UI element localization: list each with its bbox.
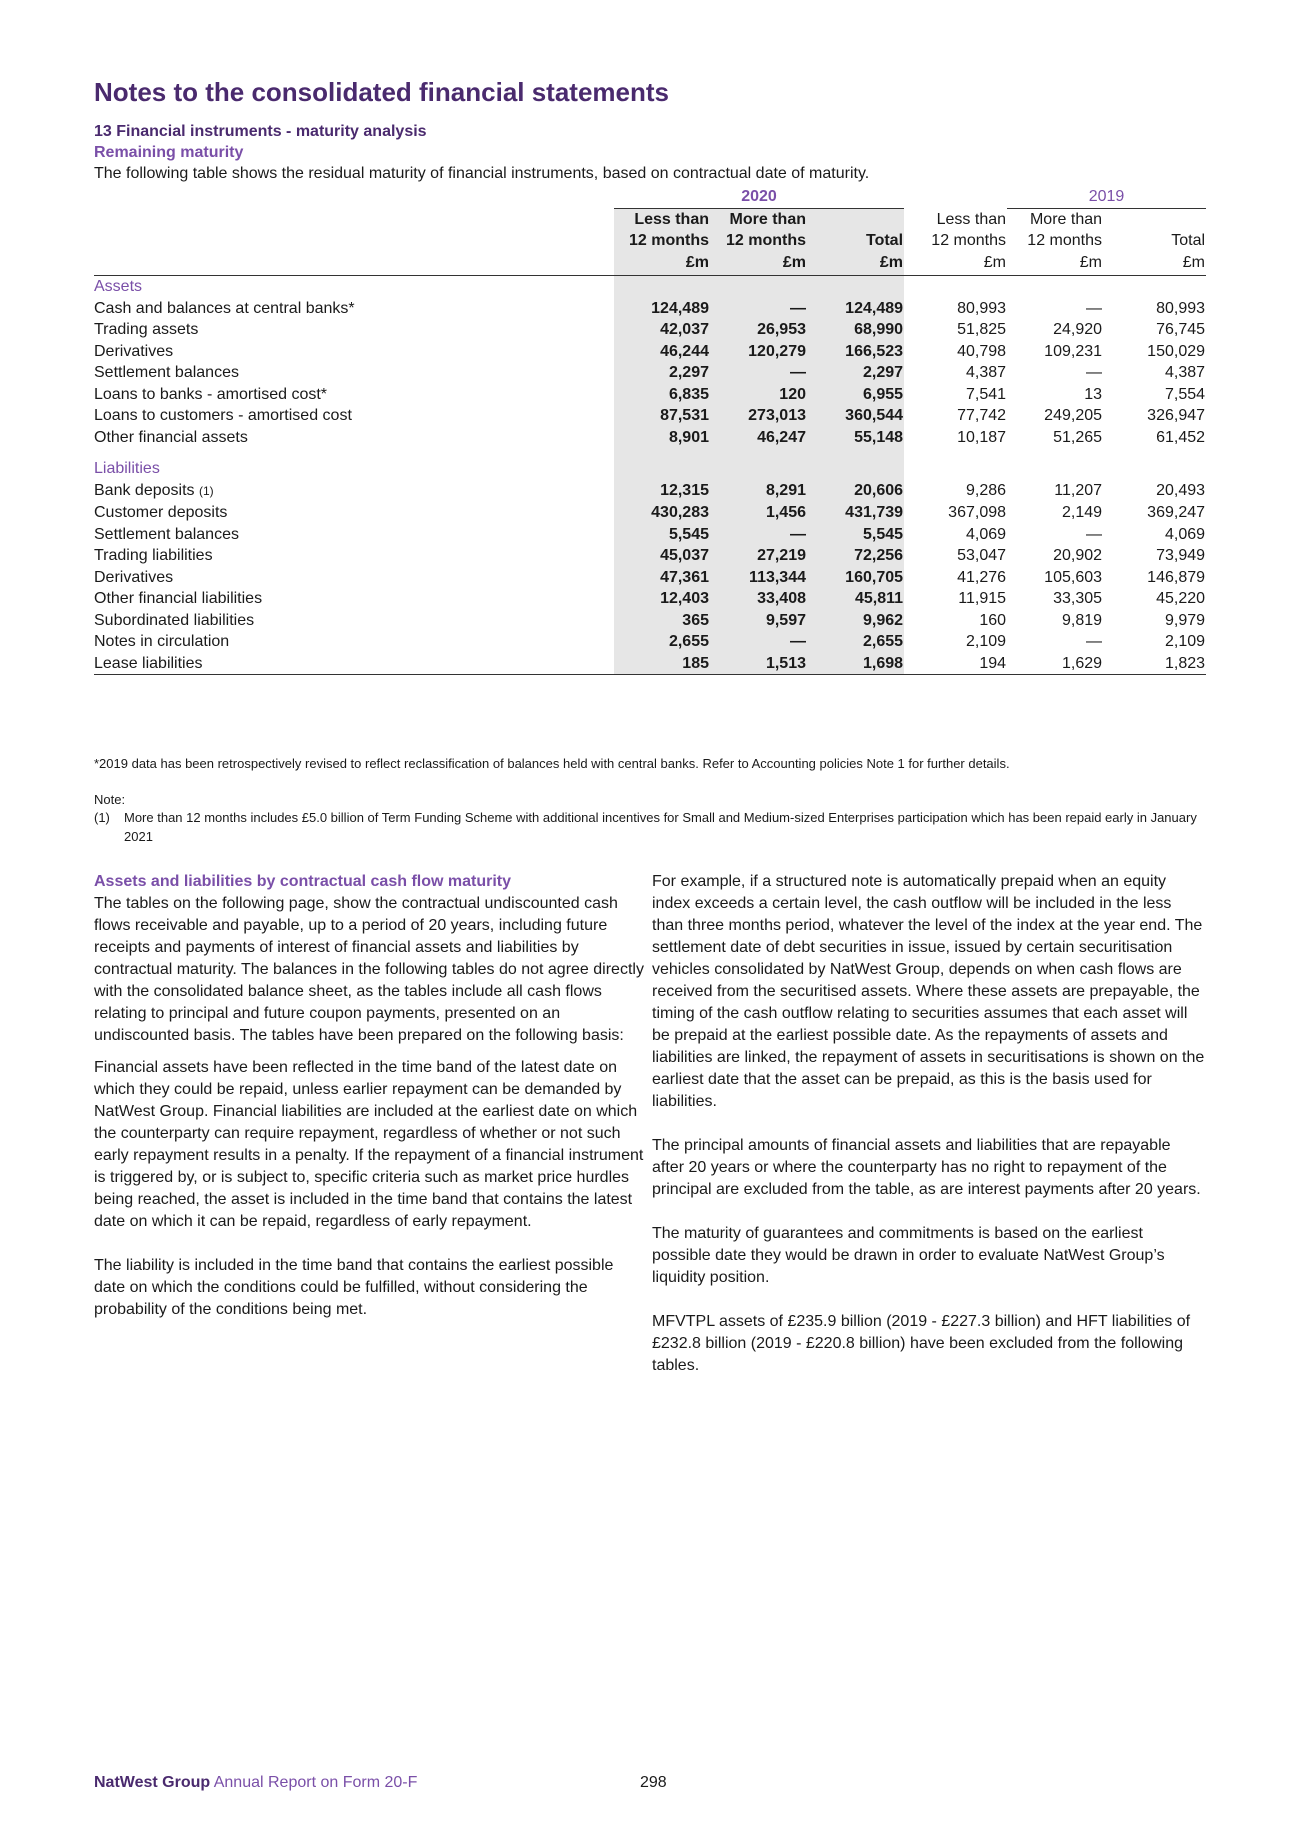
- group-spacer-cell: [807, 276, 904, 298]
- row-label: [94, 405, 614, 427]
- table-cell: 76,745: [1156, 321, 1206, 339]
- table-row: [94, 653, 1206, 675]
- table-cell: 45,811: [807, 588, 904, 610]
- table-cell: 11,915: [958, 590, 1007, 608]
- table-cell: 2,655: [614, 631, 710, 653]
- table-cell: 365: [614, 610, 710, 632]
- table-cell: 113,344: [710, 567, 807, 589]
- row-label-text: Customer deposits: [94, 504, 228, 522]
- table-cell: 5,545: [614, 524, 710, 546]
- table-cell: 120,279: [710, 341, 807, 363]
- row-label: [94, 362, 614, 384]
- subsection-title: Remaining maturity: [94, 143, 244, 161]
- right-paragraph: The maturity of guarantees and commitments is based on the earliest possible date they would be drawn in order to evaluate NatWest Group’s liquidity position.: [652, 1225, 1165, 1287]
- note-number: (1): [94, 810, 110, 826]
- table-cell: 369,247: [1147, 504, 1206, 522]
- table-cell: 166,523: [807, 341, 904, 363]
- table-cell: 33,305: [1053, 590, 1103, 608]
- table-cell: 51,265: [1053, 428, 1103, 446]
- row-label: [94, 524, 614, 546]
- row-label-text: Trading assets: [94, 321, 199, 339]
- table-cell: 12,315: [614, 480, 710, 503]
- row-label-text: Subordinated liabilities: [94, 611, 255, 629]
- table-cell: —: [1086, 364, 1103, 382]
- row-label: [94, 341, 614, 363]
- group-spacer-cell: [904, 448, 1007, 480]
- row-label-text: Other financial liabilities: [94, 590, 263, 608]
- row-label-text: Settlement balances: [94, 364, 239, 382]
- notes-list: [94, 809, 1206, 847]
- year-header-row: [94, 186, 1206, 208]
- row-label: [94, 502, 614, 524]
- footer-brand: NatWest Group: [94, 1774, 211, 1791]
- table-cell: 430,283: [614, 502, 710, 524]
- table-cell: —: [1086, 633, 1103, 651]
- group-label: Liabilities: [94, 460, 160, 478]
- table-row: [94, 567, 1206, 589]
- note-text: More than 12 months includes £5.0 billion of Term Funding Scheme with additional incentives for Small and Medium-sized Enterprises participation which has been repaid early in January 2021: [124, 810, 1197, 845]
- column-header-unit: £m: [1182, 253, 1206, 271]
- row-label: [94, 588, 614, 610]
- table-cell: 194: [904, 653, 1007, 675]
- table-cell: 150,029: [1147, 342, 1206, 360]
- column-header-line1: Less than: [634, 210, 709, 228]
- row-label: [94, 653, 614, 675]
- table-cell: 124,489: [807, 298, 904, 320]
- table-cell: 77,742: [957, 407, 1007, 425]
- table-cell: 360,544: [807, 405, 904, 427]
- table-cell: 1,456: [710, 502, 807, 524]
- table-cell: 13: [1084, 385, 1103, 403]
- left-paragraph: The liability is included in the time band that contains the earliest possible date on which the conditions could be fulfilled, without considering the probability of the conditions being met.: [94, 1257, 614, 1319]
- table-cell: 9,597: [710, 610, 807, 632]
- column-header: [710, 208, 807, 276]
- group-spacer-cell: [1007, 448, 1103, 480]
- table-cell: 7,541: [965, 385, 1007, 403]
- table-cell: 160,705: [807, 567, 904, 589]
- left-column-heading: Assets and liabilities by contractual cash flow maturity: [94, 873, 512, 891]
- page-title: Notes to the consolidated financial statements: [94, 77, 669, 107]
- table-cell: 4,387: [1164, 364, 1206, 382]
- right-paragraph: For example, if a structured note is automatically prepaid when an equity index exceeds a certain level, the cash outflow will be included in the less than three months period, whatever the level of the index at the year end. The settlement date of debt securities in issue, issued by certain securitisation vehicles consolidated by NatWest Group, depends on when cash flows are received from the securitised assets. Where these assets are prepayable, the timing of the cash outflow relating to securities assumes that each asset will be prepaid at the earliest possible date. As the repayments of assets and liabilities are linked, the repayment of assets in securitisations is shown on the earliest date that the asset can be prepaid, as this is the basis used for liabilities.: [652, 873, 1205, 1111]
- column-header-unit: £m: [983, 253, 1007, 271]
- table-cell: 6,955: [807, 384, 904, 406]
- table-cell: 46,244: [614, 341, 710, 363]
- table-row: [94, 362, 1206, 384]
- table-cell: 2,297: [614, 362, 710, 384]
- column-header-line2: 12 months: [725, 232, 806, 250]
- group-spacer-cell: [1103, 448, 1206, 480]
- table-cell: 2,655: [807, 631, 904, 653]
- footer-report: Annual Report on Form 20-F: [213, 1774, 418, 1791]
- column-header-unit: £m: [782, 253, 806, 271]
- table-row: [94, 384, 1206, 406]
- table-cell: 4,069: [1164, 525, 1206, 543]
- table-cell: 47,361: [614, 567, 710, 589]
- row-note-ref: (1): [198, 483, 214, 498]
- table-cell: —: [1086, 525, 1103, 543]
- table-cell: 27,219: [710, 545, 807, 567]
- column-header-line1: Total: [865, 232, 904, 250]
- row-label: [94, 567, 614, 589]
- table-row: [94, 610, 1206, 632]
- row-label-text: Loans to customers - amortised cost: [94, 407, 352, 425]
- table-cell: 80,993: [1156, 299, 1206, 317]
- table-cell: 42,037: [614, 319, 710, 341]
- page-number: 298: [640, 1774, 667, 1791]
- table-cell: —: [1086, 299, 1103, 317]
- table-cell: 26,953: [710, 319, 807, 341]
- table-cell: 5,545: [807, 524, 904, 546]
- group-spacer-cell: [1103, 276, 1206, 298]
- row-label-text: Derivatives: [94, 342, 174, 360]
- table-cell: 68,990: [807, 319, 904, 341]
- row-label-text: Loans to banks - amortised cost*: [94, 385, 328, 403]
- column-header-line2: 12 months: [931, 232, 1007, 250]
- table-cell: 46,247: [710, 427, 807, 449]
- table-cell: 53,047: [957, 547, 1007, 565]
- row-label-text: Settlement balances: [94, 525, 239, 543]
- footnote: *2019 data has been retrospectively revised to reflect reclassification of balances held with central banks. Refer to Accounting policies Note 1 for further details.: [94, 756, 1010, 772]
- column-header-line2: 12 months: [1027, 232, 1103, 250]
- column-header: [1007, 208, 1103, 276]
- row-label: [94, 480, 614, 503]
- table-row: [94, 341, 1206, 363]
- column-header-line1: More than: [1029, 210, 1103, 228]
- left-column: [94, 871, 648, 1387]
- table-cell: 33,408: [710, 588, 807, 610]
- group-spacer-cell: [904, 276, 1007, 298]
- table-cell: 8,291: [710, 480, 807, 503]
- page-footer: [94, 1774, 417, 1792]
- table-cell: 273,013: [710, 405, 807, 427]
- group-spacer-cell: [807, 448, 904, 480]
- section-title: 13 Financial instruments - maturity analysis: [94, 122, 427, 140]
- table-cell: 185: [614, 653, 710, 675]
- table-cell: 1,698: [807, 653, 904, 675]
- table-cell: 124,489: [614, 298, 710, 320]
- row-label-text: Derivatives: [94, 568, 174, 586]
- column-header: [807, 208, 904, 276]
- row-label: [94, 298, 614, 320]
- column-header: [614, 208, 710, 276]
- table-row: [94, 427, 1206, 449]
- table-cell: 1,629: [1007, 653, 1103, 675]
- left-paragraph: Financial assets have been reflected in the time band of the latest date on which they could be repaid, unless earlier repayment can be demanded by NatWest Group. Financial liabilities are included at the earliest date on which the counterparty can require repayment, regardless of whether or not such early repayment results in a penalty. If the repayment of a financial instrument is triggered by, or is subject to, specific criteria such as market price hurdles being reached, the asset is included in the time band that contains the latest date on which it can be repaid, regardless of early repayment.: [94, 1059, 644, 1231]
- right-column: [652, 871, 1206, 1387]
- table-cell: 6,835: [614, 384, 710, 406]
- table-cell: 7,554: [1164, 385, 1206, 403]
- table-cell: 1,513: [710, 653, 807, 675]
- table-row: [94, 545, 1206, 567]
- row-label-text: Notes in circulation: [94, 633, 230, 651]
- column-header: [1103, 208, 1206, 276]
- row-label-text: Other financial assets: [94, 428, 248, 446]
- table-cell: 9,286: [965, 482, 1007, 500]
- table-cell: 1,823: [1103, 653, 1206, 675]
- row-label: [94, 427, 614, 449]
- group-spacer-cell: [710, 276, 807, 298]
- table-cell: 2,297: [807, 362, 904, 384]
- table-cell: —: [710, 631, 807, 653]
- table-cell: 249,205: [1044, 407, 1103, 425]
- table-cell: 11,207: [1054, 482, 1103, 500]
- year-2020-label: 2020: [614, 186, 904, 208]
- column-header-unit: £m: [1079, 253, 1103, 271]
- table-row: [94, 319, 1206, 341]
- table-row: [94, 502, 1206, 524]
- table-cell: 40,798: [957, 342, 1007, 360]
- table-cell: 160: [979, 611, 1007, 629]
- table-cell: 61,452: [1156, 428, 1206, 446]
- group-header-row: [94, 448, 1206, 480]
- table-cell: 9,962: [807, 610, 904, 632]
- table-cell: 20,493: [1156, 482, 1206, 500]
- table-cell: 4,387: [965, 364, 1007, 382]
- table-cell: 146,879: [1147, 568, 1206, 586]
- table-row: [94, 524, 1206, 546]
- table-cell: 105,603: [1044, 568, 1103, 586]
- table-cell: 109,231: [1044, 342, 1103, 360]
- year-2019-label: 2019: [1007, 186, 1206, 208]
- table-cell: 55,148: [807, 427, 904, 449]
- maturity-table-body: [94, 186, 1206, 675]
- table-cell: 45,037: [614, 545, 710, 567]
- intro-text: The following table shows the residual maturity of financial instruments, based on contractual date of maturity.: [94, 165, 870, 183]
- table-cell: 41,276: [957, 568, 1007, 586]
- row-label-text: Trading liabilities: [94, 547, 213, 565]
- column-header-line1: Total: [1171, 232, 1206, 250]
- table-cell: 2,109: [965, 633, 1007, 651]
- row-label: [94, 319, 614, 341]
- table-cell: 2,149: [1061, 504, 1103, 522]
- maturity-table: [94, 186, 1206, 675]
- group-label: Assets: [94, 278, 143, 296]
- column-header-row: [94, 208, 1206, 276]
- row-label-text: Lease liabilities: [94, 654, 203, 672]
- row-label: [94, 384, 614, 406]
- row-label-text: Bank deposits: [94, 481, 195, 499]
- column-header-unit: £m: [879, 253, 904, 271]
- page: [94, 78, 1206, 1387]
- table-cell: 73,949: [1156, 547, 1206, 565]
- table-row: [94, 480, 1206, 503]
- table-row: [94, 631, 1206, 653]
- note-item: [94, 809, 1206, 847]
- table-cell: 9,819: [1061, 611, 1103, 629]
- table-cell: 72,256: [807, 545, 904, 567]
- column-header-unit: £m: [685, 253, 709, 271]
- table-cell: 80,993: [957, 299, 1007, 317]
- note-heading: Note:: [94, 792, 126, 808]
- table-cell: 8,901: [614, 427, 710, 449]
- group-header-row: [94, 276, 1206, 298]
- table-cell: 45,220: [1156, 590, 1206, 608]
- row-label-text: Cash and balances at central banks*: [94, 299, 355, 317]
- group-spacer-cell: [614, 276, 710, 298]
- table-cell: 120: [710, 384, 807, 406]
- table-cell: 431,739: [807, 502, 904, 524]
- table-cell: —: [710, 362, 807, 384]
- column-header-line1: Less than: [936, 210, 1007, 228]
- column-header-line2: 12 months: [628, 232, 709, 250]
- group-spacer-cell: [710, 448, 807, 480]
- row-label: [94, 631, 614, 653]
- table-row: [94, 588, 1206, 610]
- group-spacer-cell: [1007, 276, 1103, 298]
- table-cell: 20,606: [807, 480, 904, 503]
- table-cell: 87,531: [614, 405, 710, 427]
- group-spacer-cell: [614, 448, 710, 480]
- left-paragraph: The tables on the following page, show the contractual undiscounted cash flows receivable and payable, up to a period of 20 years, including future receipts and payments of interest of financial assets and liabilities by contractual maturity. The balances in the following tables do not agree directly with the consolidated balance sheet, as the tables include all cash flows relating to principal and future coupon payments, presented on an undiscounted basis. The tables have been prepared on the following basis:: [94, 895, 644, 1045]
- table-cell: 12,403: [614, 588, 710, 610]
- table-cell: 24,920: [1053, 321, 1103, 339]
- table-cell: 20,902: [1053, 547, 1103, 565]
- table-row: [94, 405, 1206, 427]
- table-cell: 9,979: [1164, 611, 1206, 629]
- table-cell: 4,069: [965, 525, 1007, 543]
- table-cell: —: [710, 524, 807, 546]
- table-cell: 2,109: [1164, 633, 1206, 651]
- table-cell: 367,098: [948, 504, 1007, 522]
- right-paragraph: The principal amounts of financial assets and liabilities that are repayable after 20 years or where the counterparty has no right to repayment of the principal are excluded from the table, as are interest payments after 20 years.: [652, 1137, 1201, 1199]
- table-cell: 10,187: [957, 428, 1007, 446]
- table-cell: 51,825: [957, 321, 1007, 339]
- right-paragraph: MFVTPL assets of £235.9 billion (2019 - £227.3 billion) and HFT liabilities of £232.8 billion (2019 - £220.8 billion) have been excluded from the following tables.: [652, 1313, 1191, 1375]
- row-label: [94, 545, 614, 567]
- column-header: [904, 208, 1007, 276]
- table-cell: —: [710, 298, 807, 320]
- table-cell: 326,947: [1147, 407, 1206, 425]
- table-row: [94, 298, 1206, 320]
- column-header-line1: More than: [729, 210, 806, 228]
- row-label: [94, 610, 614, 632]
- body-columns: [94, 871, 1206, 1387]
